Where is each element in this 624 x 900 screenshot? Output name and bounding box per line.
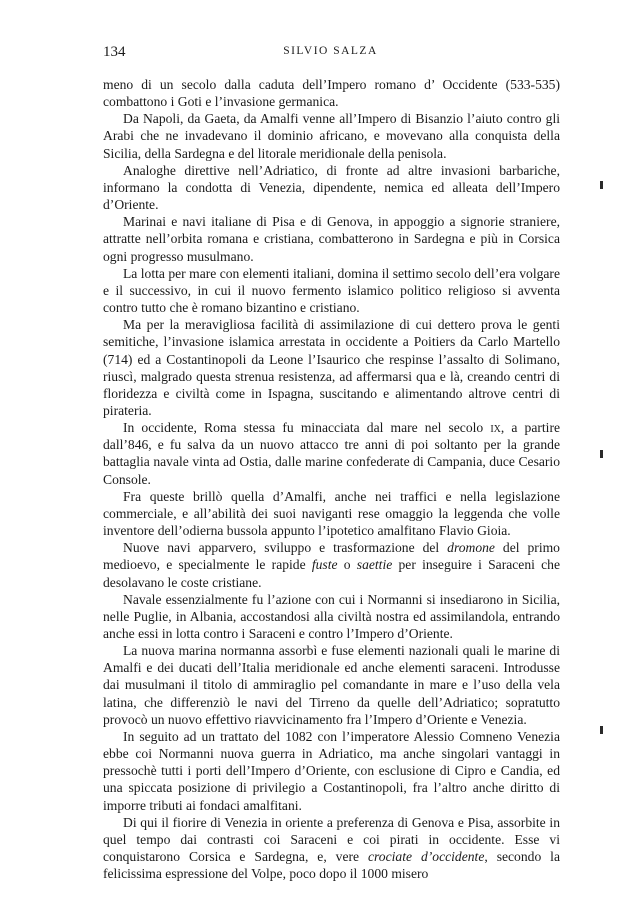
paragraph-p11: [103, 642, 560, 728]
text-segment: , secondo la felicissima espressione del Volpe, poco dopo il 1000 misero: [103, 849, 560, 882]
margin-mark: [600, 450, 603, 458]
paragraph-p5: [103, 265, 560, 316]
text-segment: Fra queste brillò quella d’Amalfi, anche nei traffici e nella legislazione commerciale, e all’abilità dei suoi naviganti rese omaggio la leggenda che volle inventore dell’odierna bussola appunto l’ipotetico amalfitano Flavio Gioia.: [103, 488, 560, 539]
text-segment: , a partire dall’846, e fu salva da un nuovo attacco tre anni di poi soltanto per la grande battaglia navale vinta ad Ostia, dalle marine confederate di Campania, duce Cesario Console.: [103, 420, 560, 487]
paragraph-p13: [103, 814, 560, 883]
text-segment: Navale essenzialmente fu l’azione con cui i Normanni si insediarono in Sicilia, nelle Puglie, in Albania, accostandosi alla civiltà nostra ed assimilandola, entrando anche essi in lotta contro i Saraceni e contro l’Impero d’Oriente.: [103, 591, 560, 641]
text-segment: La nuova marina normanna assorbì e fuse elementi nazionali quali le marine di Amalfi e dei ducati dell’Italia meridionale ed anche elementi saraceni. Introdusse dai musulmani il titolo di ammiraglio pel comandante in mare e l’uso della vela latina, che differenziò le navi del Tirreno da quelle dell’Adriatico; sopratutto provocò un nuovo effettivo riavvicinamento fra l’Impero d’Oriente e Venezia.: [103, 643, 560, 727]
italic-term: saettie: [356, 557, 393, 573]
text-segment: Ma per la meravigliosa facilità di assimilazione di cui dettero prova le genti semitiche, l’invasione islamica arrestata in occidente a Poitiers da Carlo Martello (714) ed a Costantinopoli da Leone l’Isaurico che respinse l’assalto di Solimano, riuscì, malgrado questa strenua resistenza, ad affermarsi qua e là, creando centri di floridezza e civiltà come in Ispagna, suscitando e alimentando altrove centri di pirateria.: [103, 317, 560, 418]
text-segment: Analoghe direttive nell’Adriatico, di fronte ad altre invasioni barbariche, informano la condotta di Venezia, dipendente, nemica ed alleata dell’Impero d’Oriente.: [103, 162, 560, 213]
margin-mark: [600, 181, 603, 189]
paragraph-p10: [103, 591, 560, 642]
italic-term: dromone: [447, 540, 495, 556]
paragraph-p12: [103, 728, 560, 814]
text-segment: La lotta per mare con elementi italiani, domina il settimo secolo dell’era volgare e il successivo, in cui il nuovo fermento islamico politico religioso si avventa contro tutto che è romano bizantino e cristiano.: [103, 265, 560, 316]
page-header: [103, 44, 558, 64]
text-segment: In seguito ad un trattato del 1082 con l’imperatore Alessio Comneno Venezia ebbe coi Normanni nuova guerra in Adriatico, ma anche singolari vantaggi in pressochè tutti i porti dell’Impero d’Oriente, con esclusione di Cipro e Candia, ed una spiccata posizione di privilegio a Costantinopoli, fra l’altro anche diritto di imporre tributi ai fondaci amalfitani.: [103, 728, 560, 813]
text-segment: Da Napoli, da Gaeta, da Amalfi venne all’Impero di Bisanzio l’aiuto contro gli Arabi che ne invadevano il dominio africano, e movevano alla conquista della Sicilia, della Sardegna e del litorale meridionale della penisola.: [103, 111, 560, 161]
margin-mark: [600, 726, 603, 734]
paragraph-p4: [103, 213, 560, 264]
text-segment: In occidente, Roma stessa fu minacciata dal mare nel secolo: [123, 420, 491, 436]
page-number: 134: [103, 44, 126, 60]
paragraph-p6: [103, 316, 560, 419]
italic-term: fuste: [311, 557, 338, 573]
running-head: SILVIO SALZA: [283, 45, 378, 57]
italic-term: crociate d’occidente: [367, 849, 485, 865]
paragraph-p1: [103, 76, 560, 110]
paragraph-p7: [103, 419, 560, 488]
paragraph-p8: [103, 488, 560, 539]
text-segment: meno di un secolo dalla caduta dell’Impero romano d’ Occidente (533-535) combattono i Goti e l’invasione germanica.: [103, 77, 560, 110]
text-segment: del primo medioevo, e specialmente le rapide: [103, 540, 560, 573]
paragraph-p3: [103, 162, 560, 213]
text-segment: Nuove navi apparvero, sviluppo e trasformazione del: [123, 540, 448, 556]
body-text: [103, 76, 560, 882]
text-segment: o: [337, 557, 357, 573]
text-segment: Marinai e navi italiane di Pisa e di Genova, in appoggio a signorie straniere, attratte nell’orbita romana e cristiana, combatterono in Sardegna e più in Corsica ogni progresso musulmano.: [103, 214, 560, 264]
text-segment: Di qui il fiorire di Venezia in oriente a preferenza di Genova e Pisa, assorbite in quel tempo dai contrasti coi Saraceni e coi pirati in occidente. Esse vi conquistarono Corsica e Sardegna, e, vere: [103, 814, 560, 865]
paragraph-p2: [103, 110, 560, 161]
paragraph-p9: [103, 539, 560, 590]
text-segment: per inseguire i Saraceni che desolavano le coste cristiane.: [103, 557, 560, 590]
roman-numeral: ix: [490, 420, 501, 436]
